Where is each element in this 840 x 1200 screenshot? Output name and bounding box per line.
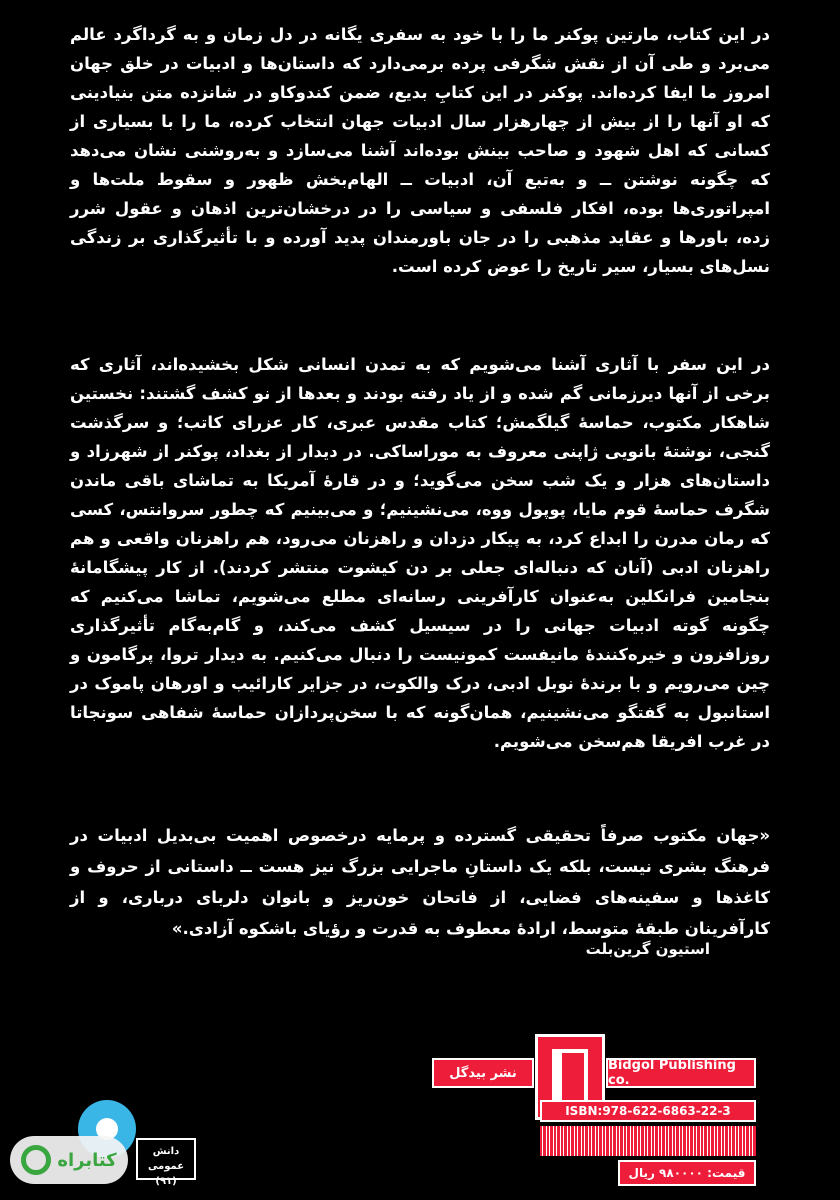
- watermark-logo-icon: [21, 1145, 51, 1175]
- quote-paragraph: «جهان مکتوب صرفاً تحقیقی گسترده و پرمایه درخصوص اهمیت بی‌بدیل ادبیات در فرهنگ بشری نیست، بلکه یک داستانِ ماجرایی بزرگ نیز هست ــ داستانی از حروف و کاغذها و سفینه‌های فضایی، از فاتحان خون‌ریز و بانوان دلربای درباری، و از کارآفرینان طبقهٔ متوسط، ارادهٔ معطوف به قدرت و رؤیای باشکوه آزادی.»: [70, 826, 770, 938]
- quote-author: استیون گرین‌بلت: [585, 940, 710, 958]
- price-label: قیمت: ۹۸۰۰۰۰ ریال: [618, 1160, 756, 1186]
- publisher-persian-name: نشر بیدگل: [432, 1058, 534, 1088]
- intro-paragraph: در این کتاب، مارتین پوکنر ما را با خود به سفری یگانه در دل زمان و به گرداگرد عالم می‌برد و طی آن از نقش شگرفی پرده برمی‌دارد که داستان‌ها و ادبیات در خلق جهان امروز ما ایفا کرده‌اند. پوکنر در این کتابِ بدیع، ضمن کندوکاو در شانزده متن بنیادینی که او آنها را از بیش از چهارهزار سال ادبیات جهان انتخاب کرده، ما را با بسیاری از کسانی که اهل شهود و صاحب بینش بوده‌اند آشنا می‌سازد و به‌روشنی نشان می‌دهد که چگونه نوشتن ــ و به‌تبع آن، ادبیات ــ الهام‌بخش ظهور و سقوط ملت‌ها و امپراتوری‌ها بوده، افکار فلسفی و سیاسی را در درخشان‌ترین اذهان و عقول شرر زده، باورها و عقاید مذهبی را در جان باورمندان پدید آورده و با تأثیرگذاری بر زندگی نسل‌های بسیار، سیر تاریخ را عوض کرده است.: [70, 25, 770, 276]
- watermark-text: کتابراه: [57, 1149, 117, 1171]
- watermark-badge: [10, 1136, 128, 1184]
- publisher-english-name: Bidgol Publishing co.: [606, 1058, 756, 1088]
- series-name: دانش عمومی: [147, 1146, 185, 1172]
- isbn-label: ISBN:978-622-6863-22-3: [540, 1100, 756, 1122]
- series-number: (۹۱): [155, 1176, 177, 1187]
- works-paragraph: در این سفر با آثاری آشنا می‌شویم که به تمدن انسانی شکل بخشیده‌اند، آثاری که برخی از آنها دیرزمانی گم شده و از یاد رفته بودند و بعدها از نو کشف گشتند: نخستین شاهکار مکتوب، حماسهٔ گیلگمش؛ کتاب مقدس عبری، کار عزرای کاتب؛ و سرگذشت گنجی، نوشتهٔ بانویی ژاپنی معروف به موراساکی. در دیدار از بغداد، پوکنر از شهرزاد و داستان‌های هزار و یک شب سخن می‌گوید؛ و در قارهٔ آمریکا به تماشای باقی ماندن شگرف حماسهٔ قوم مایا، پوپول ووه، می‌نشینیم؛ و می‌بینیم که چطور سروانتس، کسی که رمان مدرن را ابداع کرد، به پیکار دزدان و راهزنان می‌رود، هم راهزنان واقعی و هم راهزنان ادبی (آنان که دنباله‌ای جعلی بر دن کیشوت منتشر کردند). از کار پیشگامانهٔ بنجامین فرانکلین به‌عنوان کارآفرینی رسانه‌ای مطلع می‌شویم، تماشا می‌کنیم که چگونه گوته ادبیات جهانی را در سیسیل کشف می‌کند، و گام‌به‌گام تأثیرگذاری روزافزون و خیره‌کنندهٔ مانیفست کمونیست را دنبال می‌کنیم. به دیدار تروا، پرگامون و چین می‌رویم و با برندهٔ نوبل ادبی، درک والکوت، در جزایر کارائیب و اورهان پاموک در استانبول به گفتگو می‌نشینیم، همان‌گونه که با سخن‌پردازان حماسهٔ شفاهی سونجاتا در غرب افریقا هم‌سخن می‌شویم.: [70, 355, 770, 751]
- series-badge: [136, 1138, 196, 1187]
- barcode: [540, 1126, 756, 1156]
